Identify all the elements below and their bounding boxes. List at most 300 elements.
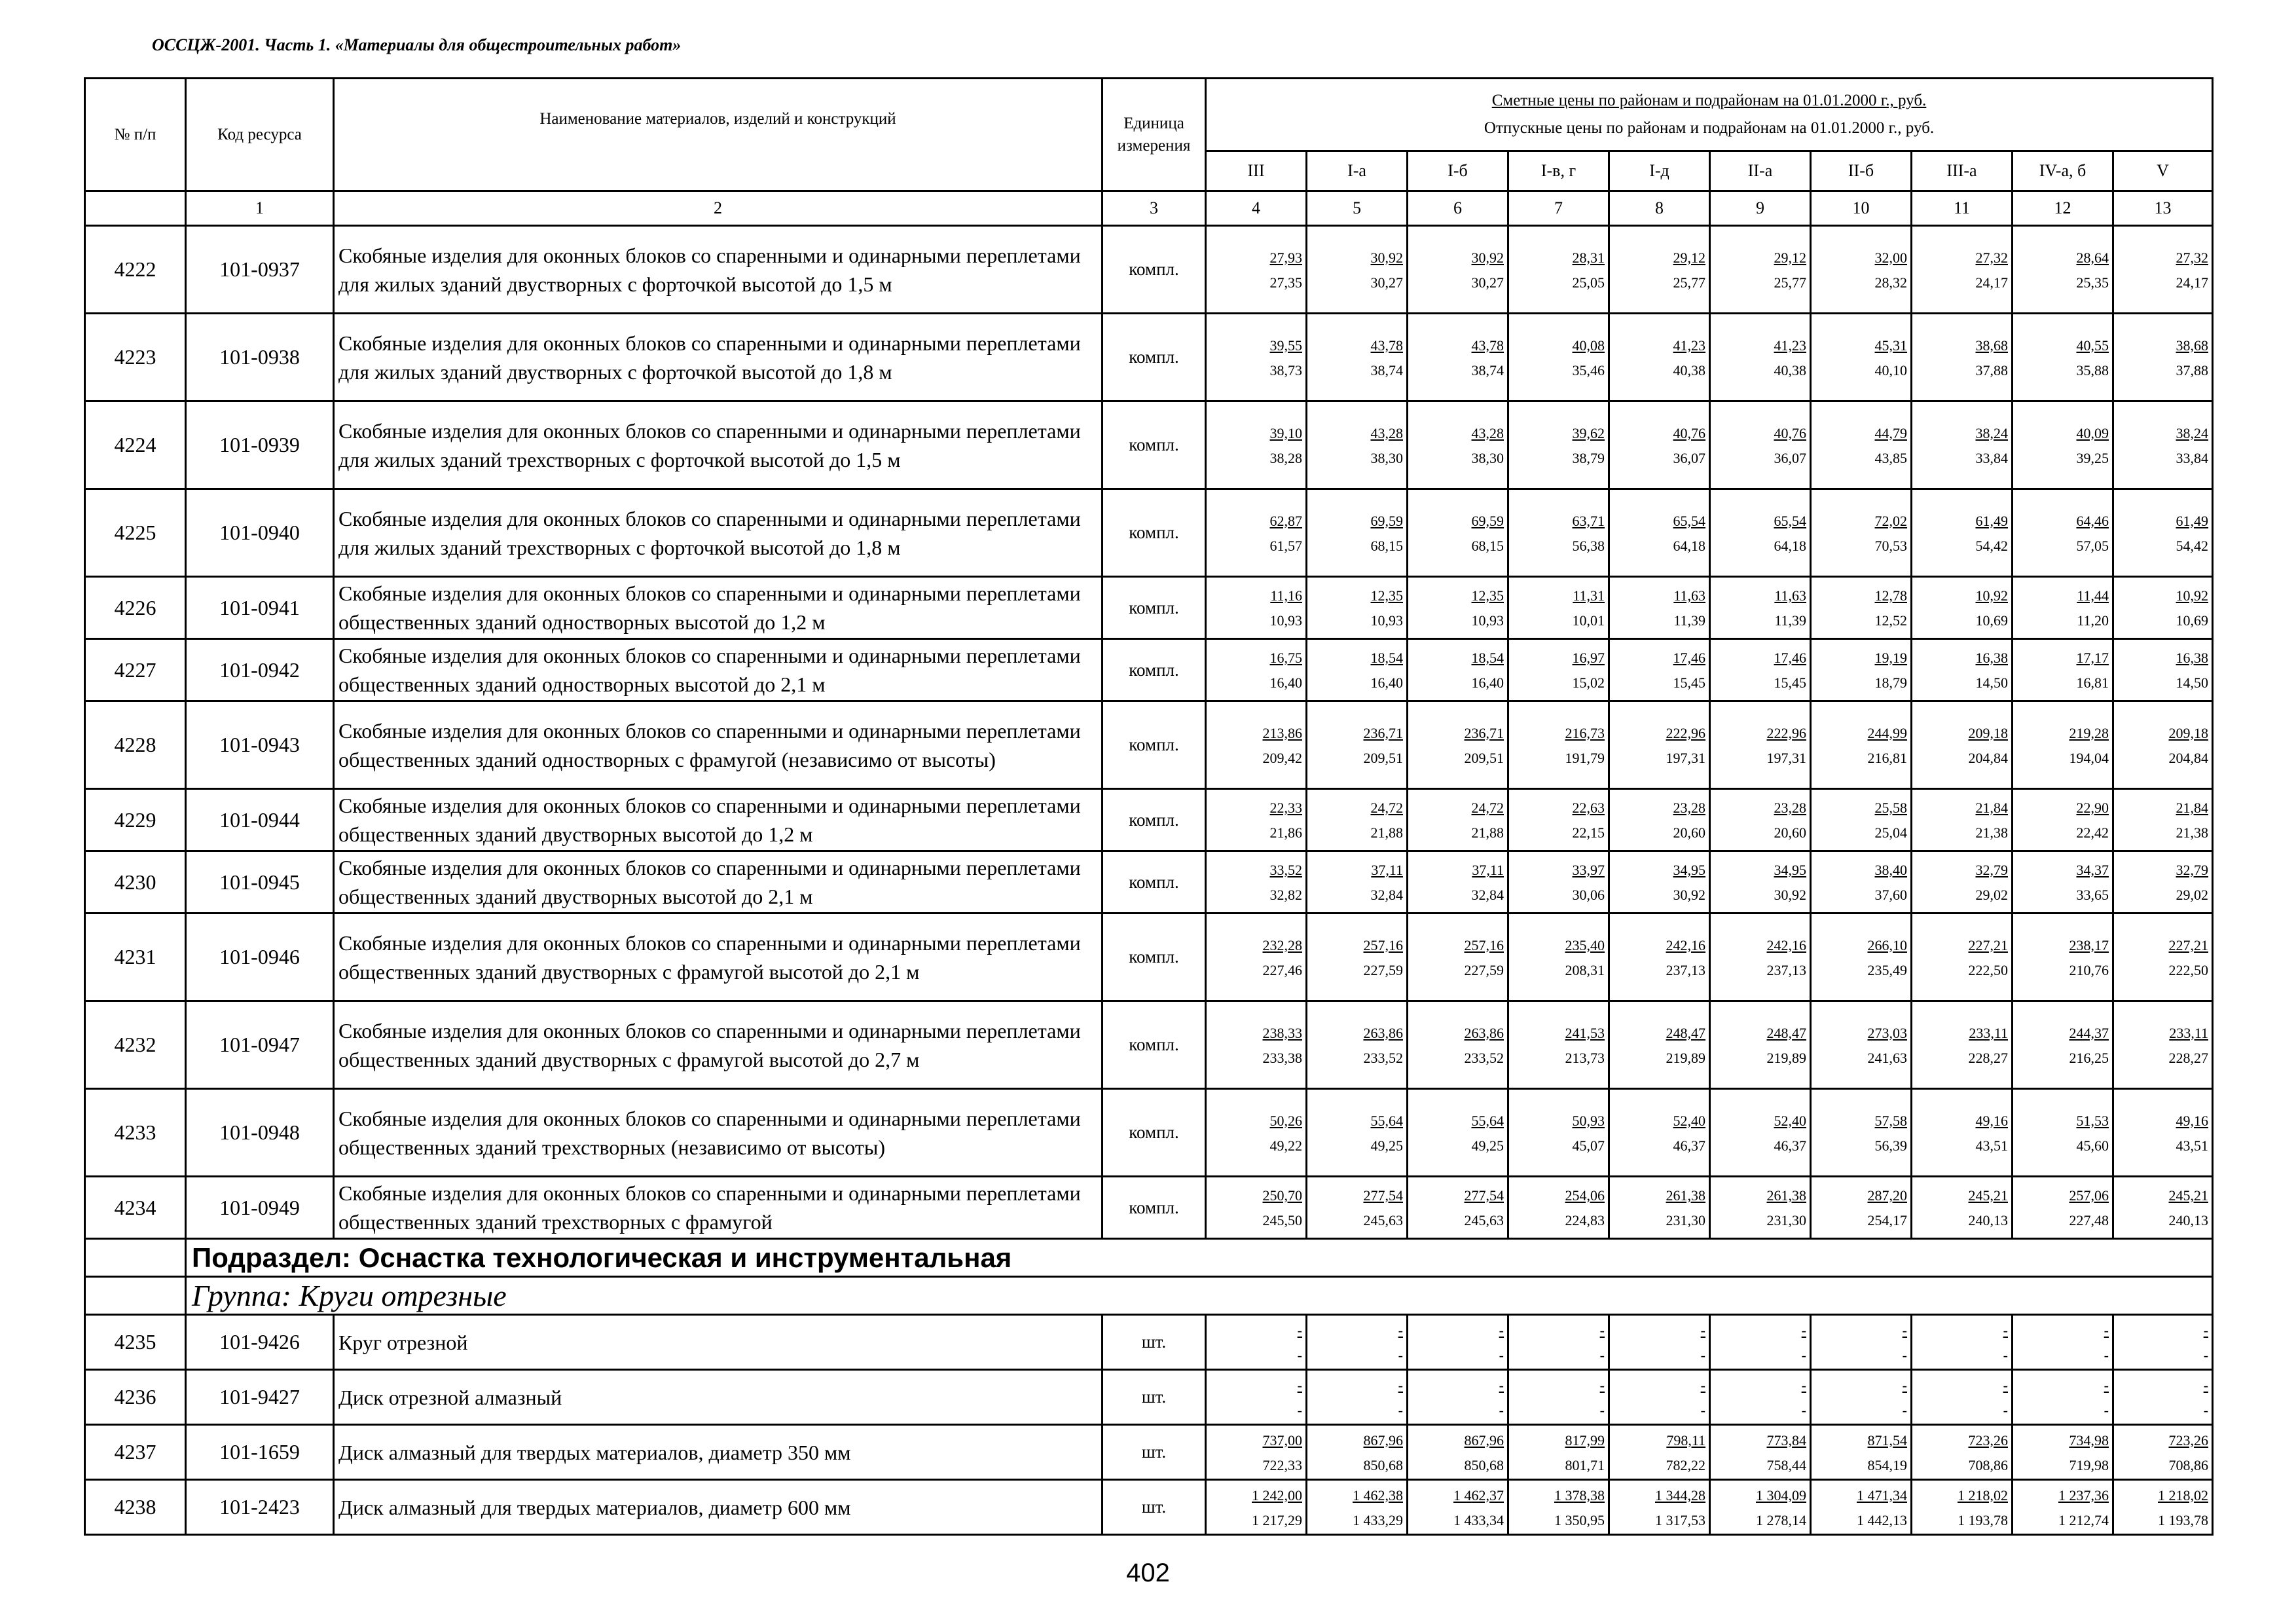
price-cell bbox=[1307, 1089, 1408, 1177]
estimate-price: 27,32 bbox=[1975, 249, 2008, 266]
material-name: Скобяные изделия для оконных блоков со спаренными и одинарными переплетами общественных зданий двустворных высотой до 2,1 м bbox=[334, 851, 1102, 913]
estimate-price: 40,76 bbox=[1673, 424, 1705, 441]
price-cell bbox=[2013, 701, 2113, 789]
price-cell bbox=[1508, 401, 1609, 489]
price-cell bbox=[1508, 489, 1609, 577]
price-cell bbox=[1508, 639, 1609, 701]
release-price: 21,86 bbox=[1269, 824, 1302, 841]
price-cell bbox=[1609, 789, 1710, 851]
estimate-price: 16,97 bbox=[1572, 650, 1605, 666]
estimate-price: 37,11 bbox=[1371, 862, 1403, 878]
release-price: 213,73 bbox=[1565, 1049, 1605, 1066]
estimate-price: 209,18 bbox=[1968, 724, 2008, 741]
price-cell bbox=[1912, 401, 2013, 489]
estimate-price: 21,84 bbox=[2176, 800, 2209, 816]
release-price: - bbox=[1297, 1401, 1302, 1418]
price-cell bbox=[1710, 701, 1811, 789]
release-price: 68,15 bbox=[1370, 537, 1403, 554]
release-price: - bbox=[1599, 1401, 1605, 1418]
resource-code: 101-0944 bbox=[186, 789, 334, 851]
release-price: - bbox=[1801, 1401, 1806, 1418]
release-price: 38,30 bbox=[1370, 449, 1403, 466]
release-price: 197,31 bbox=[1666, 749, 1705, 766]
release-price: 45,60 bbox=[2076, 1137, 2109, 1154]
estimate-price: 12,35 bbox=[1370, 587, 1403, 604]
price-cell bbox=[2013, 639, 2113, 701]
estimate-price: 30,92 bbox=[1370, 249, 1403, 266]
estimate-price: 233,11 bbox=[2169, 1024, 2209, 1041]
release-price: 24,17 bbox=[2176, 274, 2209, 291]
estimate-price: 38,68 bbox=[1975, 337, 2008, 354]
price-cell bbox=[1609, 1480, 1710, 1535]
estimate-price: 1 242,00 bbox=[1252, 1486, 1302, 1504]
resource-code: 101-0938 bbox=[186, 314, 334, 401]
release-price: 16,40 bbox=[1471, 674, 1504, 691]
price-cell bbox=[1710, 489, 1811, 577]
estimate-price: 250,70 bbox=[1262, 1187, 1302, 1204]
estimate-price: - bbox=[2104, 1376, 2109, 1393]
column-number: 9 bbox=[1710, 191, 1811, 226]
price-cell bbox=[1307, 701, 1408, 789]
resource-code: 101-0945 bbox=[186, 851, 334, 913]
price-cell bbox=[1811, 851, 1912, 913]
price-cell bbox=[1508, 701, 1609, 789]
release-price: 40,38 bbox=[1673, 361, 1705, 378]
release-price: 210,76 bbox=[2069, 961, 2109, 978]
price-cell bbox=[2013, 577, 2113, 639]
material-name: Скобяные изделия для оконных блоков со спаренными и одинарными переплетами общественных зданий двустворных высотой до 1,2 м bbox=[334, 789, 1102, 851]
estimate-price: 39,62 bbox=[1572, 424, 1605, 441]
subsection-title: Подраздел: Оснастка технологическая и инструментальная bbox=[186, 1239, 2213, 1277]
release-price: - bbox=[2104, 1346, 2109, 1363]
release-price: 209,51 bbox=[1363, 749, 1403, 766]
price-cell bbox=[2013, 401, 2113, 489]
price-cell bbox=[1609, 1315, 1710, 1370]
release-price: 56,38 bbox=[1572, 537, 1605, 554]
column-number: 12 bbox=[2013, 191, 2113, 226]
estimate-price: 233,11 bbox=[1969, 1024, 2008, 1041]
estimate-price: 219,28 bbox=[2069, 724, 2109, 741]
price-cell bbox=[1811, 789, 1912, 851]
release-price: 43,51 bbox=[2176, 1137, 2209, 1154]
release-price: 235,49 bbox=[1867, 961, 1907, 978]
region-header: II-б bbox=[1811, 151, 1912, 191]
price-cell bbox=[1307, 1001, 1408, 1089]
release-price: 25,77 bbox=[1673, 274, 1705, 291]
price-cell bbox=[2113, 789, 2213, 851]
price-cell bbox=[1609, 1425, 1710, 1480]
region-header: III bbox=[1206, 151, 1307, 191]
price-cell bbox=[1408, 1480, 1508, 1535]
price-cell bbox=[2013, 1480, 2113, 1535]
resource-code: 101-0939 bbox=[186, 401, 334, 489]
release-price: 11,39 bbox=[1673, 612, 1705, 629]
price-cell bbox=[1206, 913, 1307, 1001]
price-cell bbox=[1811, 701, 1912, 789]
estimate-price: 51,53 bbox=[2076, 1112, 2109, 1129]
release-price: - bbox=[1499, 1401, 1504, 1418]
price-cell bbox=[2113, 639, 2213, 701]
row-number: 4235 bbox=[85, 1315, 186, 1370]
unit: компл. bbox=[1102, 401, 1206, 489]
estimate-price: 43,28 bbox=[1370, 424, 1403, 441]
material-name: Скобяные изделия для оконных блоков со спаренными и одинарными переплетами общественных зданий одностворных с фрамугой (независимо от высоты) bbox=[334, 701, 1102, 789]
price-cell bbox=[1408, 913, 1508, 1001]
release-price: 209,51 bbox=[1464, 749, 1504, 766]
release-price: 33,84 bbox=[2176, 449, 2209, 466]
price-cell bbox=[2013, 789, 2113, 851]
release-price: - bbox=[1599, 1346, 1605, 1363]
column-number: 1 bbox=[186, 191, 334, 226]
price-cell bbox=[1307, 489, 1408, 577]
release-price: 245,63 bbox=[1363, 1212, 1403, 1228]
column-number: 6 bbox=[1408, 191, 1508, 226]
estimate-price: 41,23 bbox=[1774, 337, 1806, 354]
unit: шт. bbox=[1102, 1370, 1206, 1425]
price-cell bbox=[2113, 1315, 2213, 1370]
estimate-price: - bbox=[1700, 1321, 1705, 1338]
price-cell bbox=[1912, 701, 2013, 789]
release-price: 222,50 bbox=[1968, 961, 2008, 978]
estimate-price: 287,20 bbox=[1867, 1187, 1907, 1204]
column-number: 8 bbox=[1609, 191, 1710, 226]
table-row bbox=[85, 1480, 2213, 1535]
unit: компл. bbox=[1102, 314, 1206, 401]
estimate-price: - bbox=[1398, 1321, 1403, 1338]
region-header: V bbox=[2113, 151, 2213, 191]
estimate-price: - bbox=[2104, 1321, 2109, 1338]
price-cell bbox=[1811, 639, 1912, 701]
price-cell bbox=[1307, 1425, 1408, 1480]
release-price: 237,13 bbox=[1666, 961, 1705, 978]
estimate-price: 257,06 bbox=[2069, 1187, 2109, 1204]
estimate-price: 40,76 bbox=[1774, 424, 1806, 441]
release-price: 227,46 bbox=[1262, 961, 1302, 978]
estimate-price: 39,10 bbox=[1269, 424, 1302, 441]
estimate-price: 737,00 bbox=[1262, 1431, 1302, 1449]
material-name: Скобяные изделия для оконных блоков со спаренными и одинарными переплетами общественных зданий двустворных с фрамугой высотой до 2,7 м bbox=[334, 1001, 1102, 1089]
estimate-price: - bbox=[1499, 1376, 1504, 1393]
estimate-price: 24,72 bbox=[1471, 800, 1504, 816]
price-cell bbox=[1811, 401, 1912, 489]
price-cell bbox=[1408, 1177, 1508, 1239]
region-header: I-д bbox=[1609, 151, 1710, 191]
estimate-price: 21,84 bbox=[1975, 800, 2008, 816]
release-price: 216,81 bbox=[1867, 749, 1907, 766]
release-price: 216,25 bbox=[2069, 1049, 2109, 1066]
price-cell bbox=[1609, 577, 1710, 639]
release-price: 209,42 bbox=[1262, 749, 1302, 766]
resource-code: 101-0937 bbox=[186, 226, 334, 314]
page-number: 402 bbox=[1126, 1559, 1170, 1587]
price-cell bbox=[1508, 851, 1609, 913]
price-cell bbox=[1710, 401, 1811, 489]
price-cell bbox=[1508, 789, 1609, 851]
release-price: 33,65 bbox=[2076, 887, 2109, 903]
unit: компл. bbox=[1102, 701, 1206, 789]
estimate-price: 723,26 bbox=[1968, 1431, 2008, 1449]
estimate-price: 43,78 bbox=[1471, 337, 1504, 354]
price-cell bbox=[1307, 1177, 1408, 1239]
release-price: 21,38 bbox=[2176, 824, 2209, 841]
release-price: 15,02 bbox=[1572, 674, 1605, 691]
resource-code: 101-0942 bbox=[186, 639, 334, 701]
price-cell bbox=[1206, 1177, 1307, 1239]
resource-code: 101-9427 bbox=[186, 1370, 334, 1425]
price-cell bbox=[1307, 851, 1408, 913]
release-price: 43,51 bbox=[1975, 1137, 2008, 1154]
release-price: 722,33 bbox=[1262, 1456, 1302, 1473]
price-cell bbox=[1710, 226, 1811, 314]
estimate-price: 723,26 bbox=[2168, 1431, 2209, 1449]
release-price: - bbox=[2203, 1346, 2209, 1363]
estimate-price: 61,49 bbox=[2176, 512, 2209, 529]
price-cell bbox=[1408, 639, 1508, 701]
price-cell bbox=[1811, 1089, 1912, 1177]
release-price: 49,22 bbox=[1269, 1137, 1302, 1154]
estimate-price: 238,17 bbox=[2069, 936, 2109, 953]
estimate-price: 235,40 bbox=[1565, 936, 1605, 953]
price-cell bbox=[1912, 577, 2013, 639]
price-cell bbox=[1912, 226, 2013, 314]
column-number-blank bbox=[85, 191, 186, 226]
column-number: 7 bbox=[1508, 191, 1609, 226]
row-number: 4222 bbox=[85, 226, 186, 314]
estimate-price: 227,21 bbox=[1968, 936, 2008, 953]
unit: шт. bbox=[1102, 1315, 1206, 1370]
release-price: 782,22 bbox=[1666, 1456, 1705, 1473]
release-price: 227,59 bbox=[1363, 961, 1403, 978]
release-price: 64,18 bbox=[1774, 537, 1806, 554]
estimate-price: - bbox=[1297, 1321, 1302, 1338]
price-cell bbox=[1710, 1425, 1811, 1480]
release-price: 191,79 bbox=[1565, 749, 1605, 766]
price-cell bbox=[1609, 639, 1710, 701]
unit: компл. bbox=[1102, 489, 1206, 577]
price-cell bbox=[1912, 639, 2013, 701]
row-number: 4224 bbox=[85, 401, 186, 489]
region-header: I-а bbox=[1307, 151, 1408, 191]
price-cell bbox=[1912, 1177, 2013, 1239]
release-price: 850,68 bbox=[1464, 1456, 1504, 1473]
estimate-price: 72,02 bbox=[1874, 512, 1907, 529]
estimate-price: - bbox=[2203, 1321, 2209, 1338]
estimate-price: 241,53 bbox=[1565, 1024, 1605, 1041]
resource-code: 101-2423 bbox=[186, 1480, 334, 1535]
release-price: 719,98 bbox=[2069, 1456, 2109, 1473]
estimate-price: 43,78 bbox=[1370, 337, 1403, 354]
price-cell bbox=[2013, 913, 2113, 1001]
release-price: 38,74 bbox=[1370, 361, 1403, 378]
price-cell bbox=[1307, 913, 1408, 1001]
estimate-price: 18,54 bbox=[1370, 650, 1403, 666]
estimate-price: 28,31 bbox=[1572, 249, 1605, 266]
group-blank bbox=[85, 1277, 186, 1315]
release-price: 46,37 bbox=[1774, 1137, 1806, 1154]
estimate-price: 11,63 bbox=[1774, 587, 1806, 604]
estimate-price: 18,54 bbox=[1471, 650, 1504, 666]
resource-code: 101-0948 bbox=[186, 1089, 334, 1177]
price-cell bbox=[1307, 639, 1408, 701]
price-cell bbox=[1508, 1425, 1609, 1480]
release-price: 30,06 bbox=[1572, 887, 1605, 903]
release-price: 54,42 bbox=[2176, 537, 2209, 554]
price-table bbox=[84, 77, 2214, 1536]
release-price: 11,20 bbox=[2077, 612, 2109, 629]
estimate-price: 236,71 bbox=[1464, 724, 1504, 741]
estimate-price: 273,03 bbox=[1867, 1024, 1907, 1041]
estimate-price: 34,95 bbox=[1673, 862, 1705, 878]
resource-code: 101-9426 bbox=[186, 1315, 334, 1370]
release-price: 45,07 bbox=[1572, 1137, 1605, 1154]
unit: компл. bbox=[1102, 1089, 1206, 1177]
release-price: 10,93 bbox=[1269, 612, 1302, 629]
price-cell bbox=[2013, 1089, 2113, 1177]
header-prices-estimate: Сметные цены по районам и подрайонам на 01.01.2000 г., руб. bbox=[1491, 92, 1927, 110]
release-price: 222,50 bbox=[2168, 961, 2209, 978]
release-price: 61,57 bbox=[1269, 537, 1302, 554]
row-number: 4227 bbox=[85, 639, 186, 701]
estimate-price: 245,21 bbox=[2168, 1187, 2209, 1204]
estimate-price: 50,93 bbox=[1572, 1112, 1605, 1129]
price-cell bbox=[1609, 1089, 1710, 1177]
estimate-price: 40,08 bbox=[1572, 337, 1605, 354]
estimate-price: 1 218,02 bbox=[2158, 1486, 2209, 1504]
price-cell bbox=[1206, 314, 1307, 401]
table-row bbox=[85, 489, 2213, 577]
price-cell bbox=[1508, 314, 1609, 401]
price-cell bbox=[2013, 1177, 2113, 1239]
estimate-price: 232,28 bbox=[1262, 936, 1302, 953]
column-number: 5 bbox=[1307, 191, 1408, 226]
release-price: 35,46 bbox=[1572, 361, 1605, 378]
estimate-price: 38,40 bbox=[1874, 862, 1907, 878]
price-cell bbox=[1710, 1001, 1811, 1089]
material-name: Скобяные изделия для оконных блоков со спаренными и одинарными переплетами для жилых зданий трехстворных с форточкой высотой до 1,8 м bbox=[334, 489, 1102, 577]
price-cell bbox=[1609, 1370, 1710, 1425]
resource-code: 101-1659 bbox=[186, 1425, 334, 1480]
release-price: 758,44 bbox=[1766, 1456, 1806, 1473]
release-price: 40,38 bbox=[1774, 361, 1806, 378]
estimate-price: 1 471,34 bbox=[1857, 1486, 1907, 1504]
estimate-price: 209,18 bbox=[2168, 724, 2209, 741]
release-price: - bbox=[1801, 1346, 1806, 1363]
price-cell bbox=[2013, 226, 2113, 314]
release-price: 233,38 bbox=[1262, 1049, 1302, 1066]
release-price: 245,50 bbox=[1262, 1212, 1302, 1228]
estimate-price: - bbox=[1801, 1376, 1806, 1393]
price-cell bbox=[2113, 226, 2213, 314]
estimate-price: 32,79 bbox=[1975, 862, 2008, 878]
estimate-price: - bbox=[1902, 1321, 1907, 1338]
unit: компл. bbox=[1102, 913, 1206, 1001]
estimate-price: 871,54 bbox=[1867, 1431, 1907, 1449]
material-name: Скобяные изделия для оконных блоков со спаренными и одинарными переплетами для жилых зданий трехстворных с форточкой высотой до 1,5 м bbox=[334, 401, 1102, 489]
estimate-price: - bbox=[1398, 1376, 1403, 1393]
price-cell bbox=[1710, 1089, 1811, 1177]
estimate-price: 38,68 bbox=[2176, 337, 2209, 354]
price-cell bbox=[1508, 1001, 1609, 1089]
estimate-price: 29,12 bbox=[1673, 249, 1705, 266]
release-price: 16,40 bbox=[1269, 674, 1302, 691]
region-header: II-а bbox=[1710, 151, 1811, 191]
table-row bbox=[85, 1089, 2213, 1177]
price-cell bbox=[2113, 1089, 2213, 1177]
release-price: - bbox=[2003, 1401, 2008, 1418]
table-row bbox=[85, 639, 2213, 701]
price-cell bbox=[1408, 314, 1508, 401]
estimate-price: 55,64 bbox=[1471, 1112, 1504, 1129]
estimate-price: 867,96 bbox=[1464, 1431, 1504, 1449]
header-prices-release: Отпускные цены по районам и подрайонам на 01.01.2000 г., руб. bbox=[1484, 119, 1935, 137]
estimate-price: 242,16 bbox=[1766, 936, 1806, 953]
estimate-price: 1 218,02 bbox=[1958, 1486, 2008, 1504]
estimate-price: - bbox=[2203, 1376, 2209, 1393]
price-cell bbox=[1206, 789, 1307, 851]
release-price: 801,71 bbox=[1565, 1456, 1605, 1473]
release-price: 22,42 bbox=[2076, 824, 2109, 841]
row-number: 4231 bbox=[85, 913, 186, 1001]
release-price: 22,15 bbox=[1572, 824, 1605, 841]
price-cell bbox=[2113, 701, 2213, 789]
release-price: 224,83 bbox=[1565, 1212, 1605, 1228]
estimate-price: - bbox=[2003, 1376, 2008, 1393]
release-price: - bbox=[1398, 1401, 1403, 1418]
table-row bbox=[85, 401, 2213, 489]
release-price: 24,17 bbox=[1975, 274, 2008, 291]
table-row bbox=[85, 1177, 2213, 1239]
estimate-price: 11,16 bbox=[1270, 587, 1302, 604]
release-price: 241,63 bbox=[1867, 1049, 1907, 1066]
release-price: 43,85 bbox=[1874, 449, 1907, 466]
price-cell bbox=[2113, 314, 2213, 401]
table-row bbox=[85, 1370, 2213, 1425]
estimate-price: 248,47 bbox=[1766, 1024, 1806, 1041]
price-cell bbox=[1609, 701, 1710, 789]
estimate-price: 44,79 bbox=[1874, 424, 1907, 441]
estimate-price: 1 462,37 bbox=[1453, 1486, 1504, 1504]
price-cell bbox=[1912, 1425, 2013, 1480]
price-cell bbox=[2113, 1001, 2213, 1089]
estimate-price: 29,12 bbox=[1774, 249, 1806, 266]
release-price: 16,81 bbox=[2076, 674, 2109, 691]
estimate-price: 242,16 bbox=[1666, 936, 1705, 953]
estimate-price: 37,11 bbox=[1472, 862, 1504, 878]
release-price: 15,45 bbox=[1673, 674, 1705, 691]
release-price: 15,45 bbox=[1774, 674, 1806, 691]
price-cell bbox=[1811, 226, 1912, 314]
price-cell bbox=[1912, 1370, 2013, 1425]
estimate-price: 16,38 bbox=[2176, 650, 2209, 666]
release-price: 29,02 bbox=[1975, 887, 2008, 903]
subsection-blank bbox=[85, 1239, 186, 1277]
estimate-price: - bbox=[2003, 1321, 2008, 1338]
estimate-price: - bbox=[1499, 1321, 1504, 1338]
estimate-price: 24,72 bbox=[1370, 800, 1403, 816]
price-cell bbox=[1307, 314, 1408, 401]
release-price: 1 193,78 bbox=[1958, 1511, 2008, 1528]
unit: компл. bbox=[1102, 1177, 1206, 1239]
release-price: 25,35 bbox=[2076, 274, 2109, 291]
price-cell bbox=[1811, 1370, 1912, 1425]
estimate-price: 17,46 bbox=[1774, 650, 1806, 666]
price-cell bbox=[1408, 577, 1508, 639]
row-number: 4228 bbox=[85, 701, 186, 789]
estimate-price: 50,26 bbox=[1269, 1112, 1302, 1129]
price-cell bbox=[1408, 1425, 1508, 1480]
region-header: IV-а, б bbox=[2013, 151, 2113, 191]
estimate-price: 1 344,28 bbox=[1655, 1486, 1705, 1504]
